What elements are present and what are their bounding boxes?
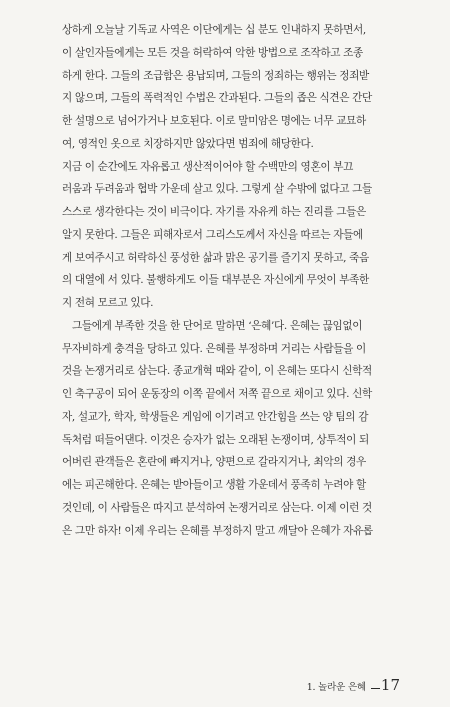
text-line: 상하게 오늘날 기독교 사역은 이단에게는 십 분도 인내하지 못하면서, — [62, 24, 366, 36]
text-line: 지 않으며, 그들의 폭력적인 수법은 간과된다. 그들의 좁은 식견은 간단 — [62, 92, 372, 105]
body-text — [62, 19, 400, 542]
text-line: 지금 이 순간에도 자유롭고 생산적이어야 할 수백만의 영혼이 부끄 — [62, 160, 353, 173]
text-line: 하게 한다. 그들의 조급함은 용납되며, 그들의 정죄하는 행위는 정죄받 — [62, 69, 369, 82]
text-line: 독처럼 떠들어댄다. 이것은 승자가 없는 오래된 논쟁이며, 상투적이 되 — [62, 433, 369, 446]
text-line: 알지 못한다. 그들은 피해자로서 그리스도께서 자신을 따르는 자들에 — [62, 228, 363, 241]
text-line: 자, 설교가, 학자, 학생들은 게임에 이기려고 안간힘을 쓰는 양 팀의 감 — [62, 410, 369, 423]
chapter-title: 1. 놀라운 은혜 — [306, 682, 366, 693]
page-footer — [307, 676, 400, 694]
text-line: 은 그만 하자! 이제 우리는 은혜를 부정하지 말고 깨달아 은혜가 자유롭 — [62, 524, 373, 537]
page-number: 17 — [380, 676, 400, 694]
text-line: 에는 피곤해한다. 은혜는 받아들이고 생활 가운데서 풍족히 누려야 할 — [62, 479, 366, 491]
text-line: 이 살인자들에게는 모든 것을 허락하여 악한 방법으로 조작하고 조종 — [62, 46, 363, 59]
text-line: 여, 영적인 옷으로 치장하지만 않았다면 범죄에 해당한다. — [62, 137, 314, 150]
text-line: 어버린 관객들은 혼란에 빠지거나, 양편으로 갈라지거나, 최악의 경우 — [62, 456, 366, 469]
text-line: 인 축구공이 되어 운동장의 이쪽 끝에서 저쪽 끝으로 채이고 있다. 신학 — [62, 388, 372, 400]
text-line: 그들에게 부족한 것을 한 단어로 말하면 ‘은혜’다. 은혜는 끊임없이 — [72, 319, 363, 332]
text-line: 게 보여주시고 허락하신 풍성한 삶과 맑은 공기를 즐기지 못하고, 죽음 — [62, 251, 369, 264]
text-line: 스스로 생각한다는 것이 비극이다. 자기를 자유케 하는 진리를 그들은 — [62, 206, 366, 218]
text-line: 한 설명으로 넘어가거나 보호된다. 이로 말미암은 명에는 너무 교묘하 — [62, 115, 366, 127]
text-line: 것을 논쟁거리로 삼는다. 종교개혁 때와 같이, 이 은혜는 또다시 신학적 — [62, 365, 372, 378]
text-line: 것인데, 이 사람들은 따지고 분석하여 논쟁거리로 삼는다. 이제 이런 것 — [62, 501, 372, 514]
text-line: 러움과 두려움과 협박 가운데 살고 있다. 그렇게 살 수밖에 없다고 그들 — [62, 183, 372, 196]
text-line: 지 전혀 모르고 있다. — [62, 297, 154, 309]
text-line: 무자비하게 충격을 당하고 있다. 은혜를 부정하며 거리는 사람들을 이 — [62, 342, 366, 355]
text-line: 의 대열에 서 있다. 불행하게도 이들 대부분은 자신에게 무엇이 부족한 — [62, 274, 369, 287]
footer-rule — [371, 688, 380, 689]
